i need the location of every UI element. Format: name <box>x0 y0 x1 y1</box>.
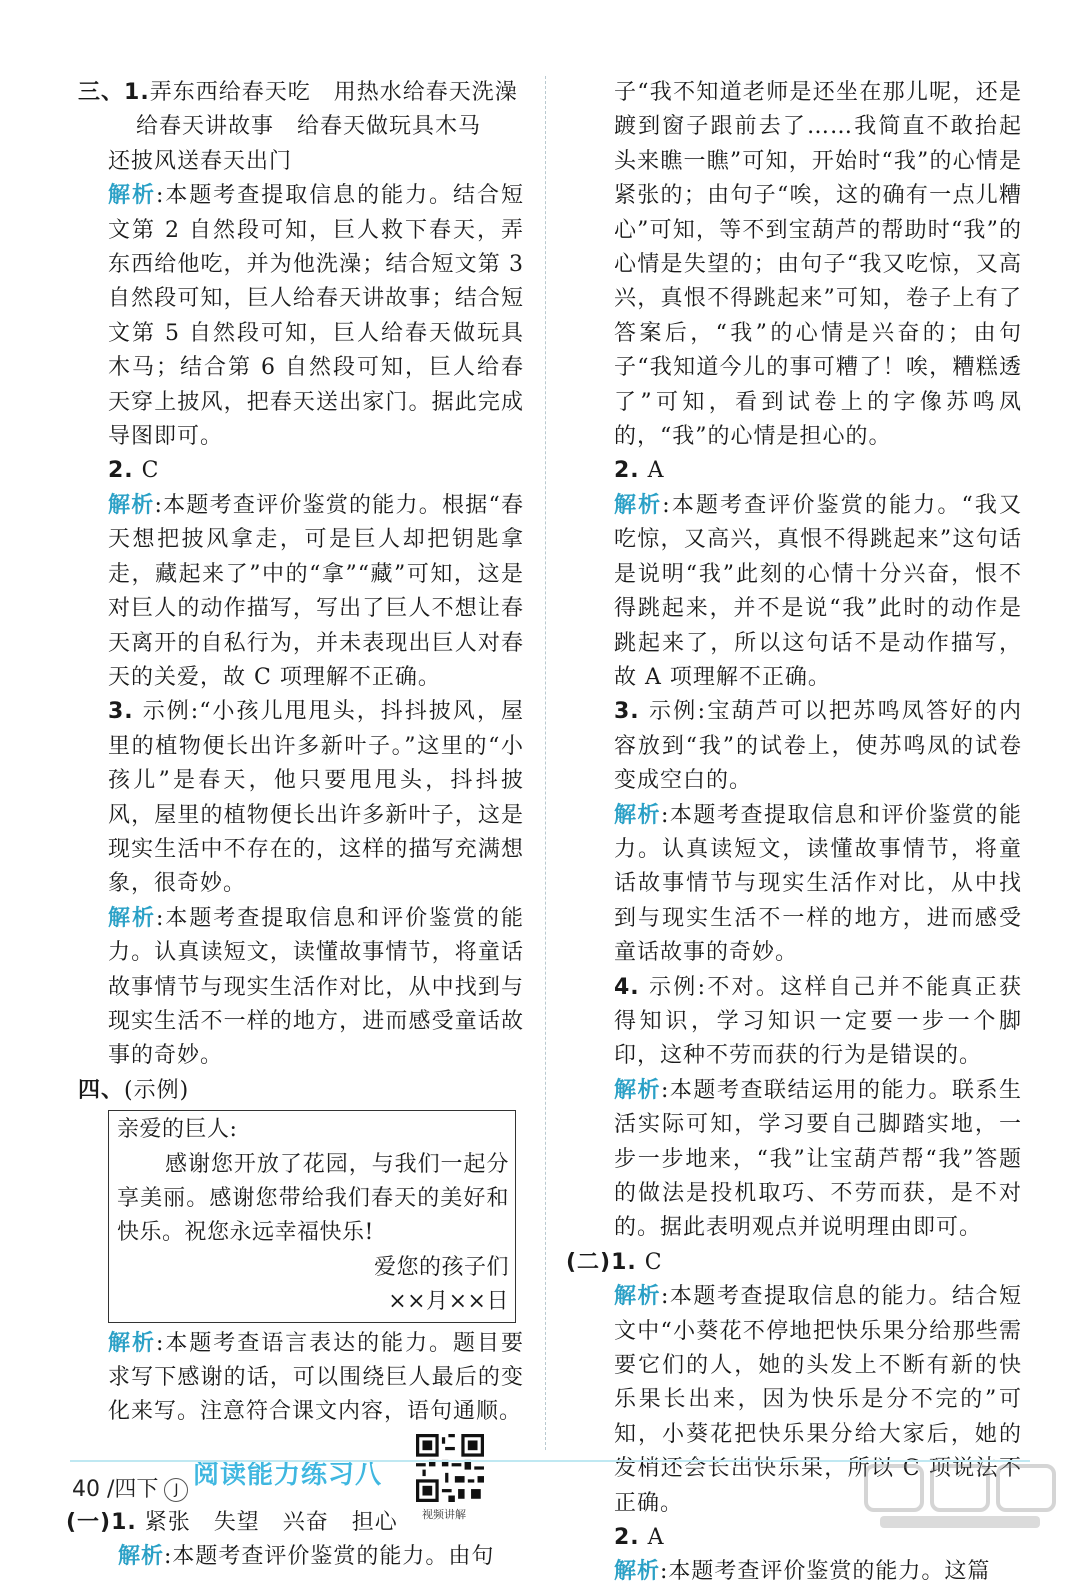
jiexi-label: 解析 <box>614 1559 661 1585</box>
edition-badge: J <box>164 1478 188 1502</box>
s3-q2: 2. C <box>108 458 160 484</box>
qr-code-icon[interactable] <box>416 1434 484 1502</box>
p1-q2-explanation: 解析:本题考查评价鉴赏的能力。“我又吃惊，又高兴，真恨不得跳起来”这句话是说明“我”此刻的心情十分兴奋，恨不得跳起来，并不是说“我”此时的动作是跳起来了，所以这句话不是动作描写，故 A 项理解不正确。 <box>614 492 1022 690</box>
jiexi-label: 解析 <box>614 802 662 828</box>
s3-q2-explanation: 解析:本题考查评价鉴赏的能力。根据“春天想把披风拿走，可是巨人却把钥匙拿走，藏起来了”中的“拿”“藏”可知，这是对巨人的动作描写，写出了巨人不想让春天离开的自私行为，并未表现出巨人对春天的关爱，故 C 项理解不正确。 <box>108 492 524 690</box>
s3-q1-line2: 给春天讲故事 给春天做玩具木马 <box>136 114 482 140</box>
s4-heading: 四、(示例) <box>78 1077 190 1103</box>
jiexi-label: 解析 <box>108 492 155 518</box>
jiexi-label: 解析 <box>108 183 156 209</box>
page-number: 40 /四下 <box>72 1477 159 1502</box>
s3-q3-explanation: 解析:本题考查提取信息和评价鉴赏的能力。认真读短文，读懂故事情节，将童话故事情节与现实生活作对比，从中找到与现实生活不一样的地方，进而感受童话故事的奇妙。 <box>108 905 524 1069</box>
column-divider <box>545 76 546 1450</box>
p2-q1: (二)1. C <box>566 1249 663 1275</box>
jiexi-label: 解析 <box>614 492 663 518</box>
s3-q3: 3. 示例:“小孩儿甩甩头，抖抖披风，屋里的植物便长出许多新叶子。”这里的“小孩儿”是春天，他只要甩甩头，抖抖披风，屋里的植物便长出许多新叶子，这是现实生活中不存在的，这样的描写充满想象，很奇妙。 <box>108 699 524 897</box>
p1-q2: 2. A <box>614 458 665 484</box>
p2-q2-explanation: 解析:本题考查评价鉴赏的能力。这篇 <box>614 1559 991 1585</box>
p1-q3: 3. 示例:宝葫芦可以把苏鸣凤答好的内容放到“我”的试卷上，使苏鸣凤的试卷变成空白的。 <box>614 699 1022 794</box>
p1-q3-explanation: 解析:本题考查提取信息和评价鉴赏的能力。认真读短文，读懂故事情节，将童话故事情节与现实生活作对比，从中找到与现实生活不一样的地方，进而感受童话故事的奇妙。 <box>614 802 1022 966</box>
p1-q1: (一)1. 紧张 失望 兴奋 担心 <box>66 1509 398 1535</box>
watermark-logo <box>860 1458 1060 1534</box>
s3-q1-line3: 还披风送春天出门 <box>108 148 293 174</box>
p1-q4-explanation: 解析:本题考查联结运用的能力。联系生活实际可知，学习要自己脚踏实地，一步一步地来，“我”让宝葫芦帮“我”答题的做法是投机取巧、不劳而获，是不对的。据此表明观点并说明理由即可。 <box>614 1077 1022 1241</box>
left-column <box>66 76 524 1575</box>
letter-greeting: 亲爱的巨人: <box>117 1117 238 1143</box>
banner-title: 阅读能力练习八 <box>193 1459 383 1490</box>
sample-letter-box <box>108 1110 516 1322</box>
p1-q1-explanation: 解析:本题考查评价鉴赏的能力。由句 <box>118 1544 495 1570</box>
letter-date: ××月××日 <box>388 1289 509 1315</box>
jiexi-label: 解析 <box>118 1544 165 1570</box>
jiexi-label: 解析 <box>614 1077 662 1103</box>
letter-body: 感谢您开放了花园，与我们一起分享美丽。感谢您带给我们春天的美好和快乐。祝您永远幸福快乐! <box>117 1151 509 1246</box>
p1-q1-explanation-cont: 子“我不知道老师是还坐在那儿呢，还是踱到窗子跟前去了……我简直不敢抬起头来瞧一瞧”可知，开始时“我”的心情是紧张的；由句子“唉，这的确有一点儿糟心”可知，等不到宝葫芦的帮助时“我”的心情是失望的；由句子“我又吃惊，又高兴，真恨不得跳起来”可知，卷子上有了答案后，“我”的心情是兴奋的；由句子“我知道今儿的事可糟了！唉，糟糕透了”可知，看到试卷上的字像苏鸣凤的，“我”的心情是担心的。 <box>614 80 1022 450</box>
p2-q1-explanation: 解析:本题考查提取信息的能力。结合短文中“小葵花不停地把快乐果分给那些需要它们的人，她的头发上不断有新的快乐果长出来，因为快乐是分不完的”可知，小葵花把快乐果分给大家后，她的发梢还会长出快乐果，所以 C 项说法不正确。 <box>614 1284 1022 1516</box>
letter-signature: 爱您的孩子们 <box>373 1254 509 1280</box>
s3-q1: 三、1.弄东西给春天吃 用热水给春天洗澡 <box>78 80 518 105</box>
p1-q4: 4. 示例:不对。这样自己并不能真正获得知识，学习知识一定要一步一个脚印，这种不劳而获的行为是错误的。 <box>614 974 1022 1069</box>
jiexi-label: 解析 <box>614 1284 662 1310</box>
right-column <box>566 76 1022 1590</box>
qr-label: 视频讲解 <box>422 1507 466 1521</box>
s4-explanation: 解析:本题考查语言表达的能力。题目要求写下感谢的话，可以围绕巨人最后的变化来写。注意符合课文内容，语句通顺。 <box>108 1330 524 1425</box>
jiexi-label: 解析 <box>108 1330 156 1356</box>
page-footer <box>72 1472 188 1503</box>
s3-q1-explanation: 解析:本题考查提取信息的能力。结合短文第 2 自然段可知，巨人救下春天，弄东西给他吃，并为他洗澡；结合短文第 3 自然段可知，巨人给春天讲故事；结合短文第 5 自然段可知，巨人给春天做玩具木马；结合第 6 自然段可知，巨人给春天穿上披风，把春天送出家门。据此完成导图即可。 <box>108 183 524 450</box>
p2-q2: 2. A <box>614 1525 665 1551</box>
jiexi-label: 解析 <box>108 905 156 931</box>
